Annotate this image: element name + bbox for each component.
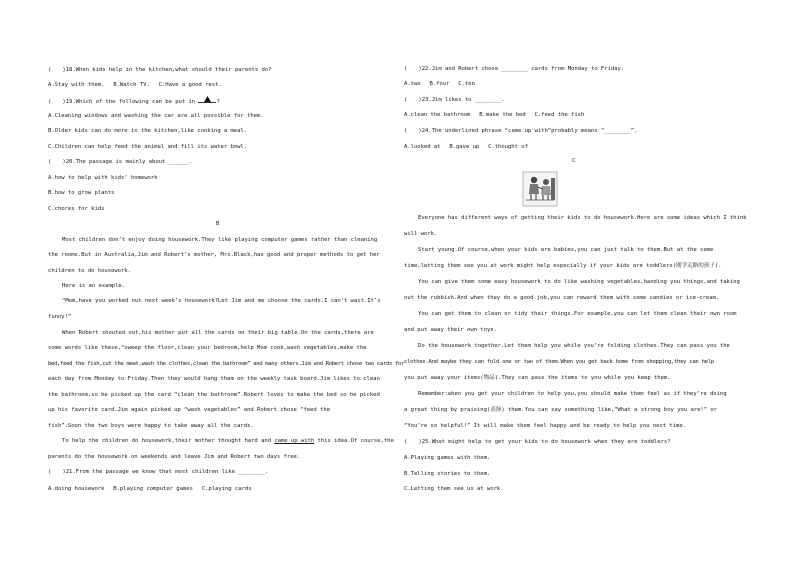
underlined-phrase: came up with xyxy=(274,438,315,444)
question-25 xyxy=(404,439,671,446)
question-18 xyxy=(48,67,271,74)
q20-option-a: A.how to help with kids’ homework xyxy=(48,175,158,181)
q25-option-b: B.Telling stories to them. xyxy=(404,471,491,477)
q25-option-c: C.Letting them see us at work. xyxy=(404,486,504,492)
answer-paren[interactable]: ( ) xyxy=(404,66,422,72)
question-text: 23.Jim likes to ________. xyxy=(421,97,505,103)
passage-c-line: Remember:when you get your children to help you,you should make them feel as if they’re doing xyxy=(418,391,727,397)
q19-option-a: A.Cleaning windows and washing the car are all possible for them. xyxy=(48,113,264,119)
passage-b-line: the rooms.But in Australia,Jim and Robert’s mother, Mrs.Black,has good and proper methods to get her xyxy=(48,252,380,258)
passage-b-line: When Robert shouted out,his mother put all the cards on their big table.On the cards,there are xyxy=(62,330,374,336)
passage-c-line: Everyone has different ways of getting their kids to do housework.Here are some ideas which I think xyxy=(418,215,747,221)
question-text: 22.Jim and Robert chose ________ cards from Monday to Friday. xyxy=(421,66,625,72)
passage-c-line: will work. xyxy=(404,231,438,237)
q22-options: A.two B.four C.ten xyxy=(404,81,475,87)
passage-c-line: and put away their own toys. xyxy=(404,327,497,333)
passage-b-line: children to do housework. xyxy=(48,268,131,274)
passage-b-line: each day from Monday to Friday.Then they would hang them on the weekly task board.Jim likes to clean xyxy=(48,376,380,382)
passage-b-line: To help the children do housework,their mother thought hard and came up with this idea.Of course,the xyxy=(62,438,394,444)
passage-b-line: Here is an example. xyxy=(62,283,126,289)
question-text: 20.The passage is mainly about ______. xyxy=(65,159,192,165)
passage-b-line: bed,feed the fish,cut the meat,wash the clothes,clean the bathroom” and many others.Jim and Robert chose two cards for xyxy=(48,361,405,367)
q18-options: A.Stay with them. B.Watch TV. C.Have a good rest. xyxy=(48,82,222,88)
answer-paren[interactable]: ( ) xyxy=(404,97,422,103)
question-21 xyxy=(48,469,268,476)
question-text: 24.The underlined phrase “came up with”probably means “________”. xyxy=(421,128,638,134)
q20-option-c: C.chores for kids xyxy=(48,206,105,212)
passage-b-line: parents do the housework on weekends and leave Jim and Robert two days free. xyxy=(48,454,301,460)
passage-b-line: Most children don’t enjoy doing housework.They like playing computer games rather than cleaning xyxy=(62,237,378,243)
passage-b-line: fish”.Soon the two boys were happy to take away all the cards. xyxy=(48,423,254,429)
q20-option-b: B.how to grow plants xyxy=(48,190,115,196)
question-19: ( )19.Which of the following can be put in ? xyxy=(48,97,220,106)
q19-option-b: B.Older kids can do more in the kitchen,like cooking a meal. xyxy=(48,128,248,134)
passage-b-line: funny!” xyxy=(48,314,72,320)
passage-c-line: out the rubbish.And when they do a good job,you can reward them with some candies or ice-cream. xyxy=(404,295,720,301)
triangle-blank xyxy=(198,97,216,103)
q25-option-a: A.Playing games with them. xyxy=(404,455,491,461)
passage-b-line: some words like these,“sweep the floor,clean your bedroom,help Mom cook,wash vegetables,make the xyxy=(48,345,367,351)
question-22 xyxy=(404,66,624,73)
section-c-heading: C xyxy=(572,158,576,164)
passage-b-line: up his favorite card.Jim again picked up “wash vegetables” and Robert chose “feed the xyxy=(48,407,331,413)
passage-c-line: “You’re so helpful!” It will make them feel happy and be ready to help you next time. xyxy=(404,423,687,429)
passage-c-line: a great thing by praising(表扬) them.You can say something like,“What a strong boy you are!” or xyxy=(404,407,718,413)
answer-paren[interactable]: ( ) xyxy=(404,128,422,134)
passage-c-line: you put away your items(物品).They can pass the items to you while you keep them. xyxy=(404,375,671,381)
question-text: 19.Which of the following can be put in xyxy=(65,99,196,105)
passage-b-line: “Mom,have you worked out next week’s housework?Let Jim and me choose the cards.I can’t wait.It’s xyxy=(62,298,381,304)
answer-paren[interactable]: ( ) xyxy=(48,99,66,105)
question-text: 25.What might help to get your kids to do housework when they are toddlers? xyxy=(421,439,671,445)
section-b-heading: B xyxy=(216,221,220,227)
passage-b-line: the bathroom,so he picked up the card “clean the bathroom”.Robert loves to make the bed so he picked xyxy=(48,392,380,398)
passage-c-line: Do the housework together.Let them help you while you’re folding clothes.They can pass you the xyxy=(418,343,730,349)
passage-c-line: You can give them some easy housework to do like washing vegetables,handing you things,and taking xyxy=(418,279,740,285)
question-text: 18.When kids help in the kitchen,what should their parents do? xyxy=(65,67,272,73)
kids-housework-illustration xyxy=(522,170,558,208)
question-24 xyxy=(404,128,637,135)
q23-options: A.clean the bathroom B.make the bed C.feed the fish xyxy=(404,112,585,118)
passage-c-line: You can get them to clean or tidy their things.For example,you can let them clean their own room xyxy=(418,311,737,317)
passage-c-line: time,letting them see you at work might help especially if your kids are toddlers(刚学走路的孩子). xyxy=(404,263,722,269)
q24-options: A.looked at B.gave up C.thought of xyxy=(404,144,528,150)
question-text: 21.From the passage we know that most children like ________. xyxy=(65,469,269,475)
q21-options: A.doing housework B.playing computer games C.playing cards xyxy=(48,486,252,492)
answer-paren[interactable]: ( ) xyxy=(48,67,66,73)
question-20 xyxy=(48,159,192,166)
triangle-icon xyxy=(204,96,211,102)
passage-c-line: Start young.Of course,when your kids are babies,you can just talk to them.But at the same xyxy=(418,247,714,253)
answer-paren[interactable]: ( ) xyxy=(404,439,422,445)
question-23 xyxy=(404,97,505,104)
answer-paren[interactable]: ( ) xyxy=(48,469,66,475)
passage-c-line: clothes.And maybe they can fold one or two of them.When you get back home from shopping,they can help xyxy=(404,359,714,365)
q19-option-c: C.Children can help feed the animal and fill its water bowl. xyxy=(48,144,248,150)
answer-paren[interactable]: ( ) xyxy=(48,159,66,165)
